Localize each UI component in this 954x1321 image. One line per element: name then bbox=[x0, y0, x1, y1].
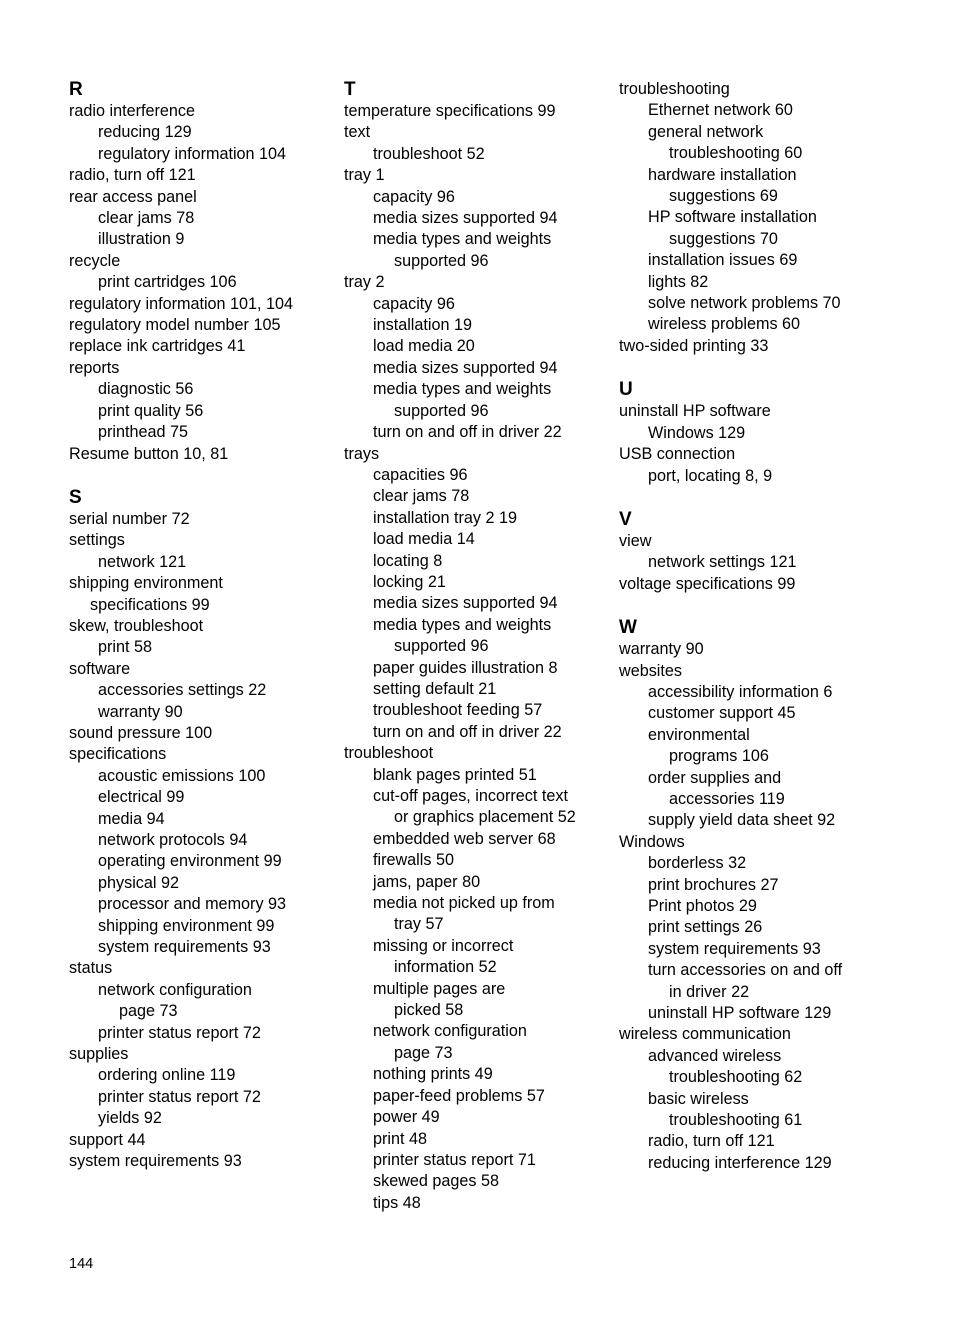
index-subentry: media types and weights bbox=[373, 230, 552, 249]
section-letter: W bbox=[619, 617, 637, 639]
index-subentry: processor and memory 93 bbox=[98, 895, 287, 914]
index-entry: troubleshoot bbox=[344, 744, 434, 763]
index-subentry: reducing 129 bbox=[98, 123, 192, 142]
index-subentry: diagnostic 56 bbox=[98, 380, 194, 399]
index-subentry: load media 14 bbox=[373, 530, 475, 549]
index-subentry: advanced wireless bbox=[648, 1046, 782, 1065]
index-subentry: regulatory information 104 bbox=[98, 144, 287, 163]
index-subentry: media types and weights bbox=[373, 615, 552, 634]
index-subentry: suggestions 70 bbox=[669, 229, 778, 248]
index-subentry: system requirements 93 bbox=[648, 939, 821, 958]
index-subentry: operating environment 99 bbox=[98, 852, 282, 871]
index-section bbox=[619, 79, 899, 357]
index-subentry: setting default 21 bbox=[373, 679, 497, 698]
index-subentry: troubleshooting 60 bbox=[669, 144, 803, 163]
index-subentry: printer status report 72 bbox=[98, 1023, 261, 1042]
index-subentry: lights 82 bbox=[648, 272, 709, 291]
section-letter: R bbox=[69, 79, 83, 100]
index-entry: USB connection bbox=[619, 445, 736, 464]
index-entry: system requirements 93 bbox=[69, 1152, 242, 1171]
index-subentry: solve network problems 70 bbox=[648, 294, 841, 313]
index-subentry: supply yield data sheet 92 bbox=[648, 811, 836, 830]
index-entry: two-sided printing 33 bbox=[619, 336, 769, 355]
index-entry: radio, turn off 121 bbox=[69, 166, 196, 185]
index-subentry: troubleshooting 61 bbox=[669, 1111, 803, 1130]
index-subentry: suggestions 69 bbox=[669, 187, 778, 206]
index-section bbox=[619, 379, 899, 487]
index-subentry: in driver 22 bbox=[669, 982, 750, 1001]
index-entry: settings bbox=[69, 531, 125, 550]
index-subentry: basic wireless bbox=[648, 1089, 749, 1108]
index-subentry: print 48 bbox=[373, 1129, 427, 1148]
index-subentry: wireless problems 60 bbox=[648, 315, 801, 334]
index-subentry: accessories 119 bbox=[669, 789, 785, 808]
index-subentry: locating 8 bbox=[373, 551, 443, 570]
index-entry: voltage specifications 99 bbox=[619, 574, 796, 593]
index-subentry: media not picked up from bbox=[373, 894, 555, 913]
index-subentry: media types and weights bbox=[373, 380, 552, 399]
index-entry: serial number 72 bbox=[69, 509, 190, 528]
index-subentry: tips 48 bbox=[373, 1193, 421, 1212]
index-subentry: reducing interference 129 bbox=[648, 1153, 832, 1172]
index-subentry: turn on and off in driver 22 bbox=[373, 722, 562, 741]
index-entry: tray 1 bbox=[344, 166, 385, 185]
index-subentry: missing or incorrect bbox=[373, 936, 514, 955]
index-subentry: network configuration bbox=[373, 1022, 527, 1041]
index-section bbox=[69, 79, 334, 465]
index-subentry: printer status report 71 bbox=[373, 1150, 536, 1169]
index-entry: view bbox=[619, 531, 652, 550]
index-entry: shipping environment bbox=[69, 574, 223, 593]
index-entry: text bbox=[344, 123, 371, 142]
section-letter: V bbox=[619, 508, 632, 530]
index-subentry: blank pages printed 51 bbox=[373, 765, 537, 784]
index-subentry: embedded web server 68 bbox=[373, 829, 556, 848]
index-subentry: accessibility information 6 bbox=[648, 682, 833, 701]
index-subentry: nothing prints 49 bbox=[373, 1065, 493, 1084]
index-subentry: multiple pages are bbox=[373, 979, 506, 998]
index-subentry: clear jams 78 bbox=[98, 209, 195, 228]
index-entry: regulatory model number 105 bbox=[69, 316, 281, 335]
index-subentry: picked 58 bbox=[394, 1001, 464, 1020]
index-subentry: warranty 90 bbox=[98, 702, 183, 721]
index-entry: skew, troubleshoot bbox=[69, 616, 204, 635]
index-entry: sound pressure 100 bbox=[69, 723, 213, 742]
index-subentry: capacities 96 bbox=[373, 465, 468, 484]
index-subentry: uninstall HP software 129 bbox=[648, 1004, 832, 1023]
index-subentry: printhead 75 bbox=[98, 423, 189, 442]
index-subentry: media 94 bbox=[98, 809, 165, 828]
index-entry: tray 2 bbox=[344, 273, 385, 292]
index-column-2 bbox=[344, 79, 609, 1236]
index-entry: Resume button 10, 81 bbox=[69, 444, 229, 463]
index-entry: supplies bbox=[69, 1045, 129, 1064]
index-subentry: customer support 45 bbox=[648, 704, 796, 723]
section-letter: T bbox=[344, 79, 356, 100]
index-subentry: troubleshoot 52 bbox=[373, 144, 485, 163]
index-column-3 bbox=[619, 79, 899, 1196]
index-subentry: troubleshooting 62 bbox=[669, 1068, 803, 1087]
index-subentry: paper-feed problems 57 bbox=[373, 1086, 545, 1105]
index-subentry: capacity 96 bbox=[373, 187, 455, 206]
index-subentry: print settings 26 bbox=[648, 918, 763, 937]
index-entry: wireless communication bbox=[619, 1025, 791, 1044]
index-entry: trays bbox=[344, 444, 380, 463]
index-subentry: HP software installation bbox=[648, 208, 817, 227]
index-subentry: skewed pages 58 bbox=[373, 1172, 499, 1191]
index-subentry: turn accessories on and off bbox=[648, 961, 843, 980]
index-subentry: programs 106 bbox=[669, 747, 769, 766]
index-entry: rear access panel bbox=[69, 187, 197, 206]
index-subentry: locking 21 bbox=[373, 572, 446, 591]
index-subentry: hardware installation bbox=[648, 165, 797, 184]
index-subentry: paper guides illustration 8 bbox=[373, 658, 558, 677]
section-letter: U bbox=[619, 379, 633, 401]
index-entry: regulatory information 101, 104 bbox=[69, 294, 294, 313]
index-subentry: port, locating 8, 9 bbox=[648, 466, 773, 485]
index-subentry: supported 96 bbox=[394, 637, 489, 656]
index-subentry: cut-off pages, incorrect text bbox=[373, 787, 568, 805]
index-subentry: network protocols 94 bbox=[98, 831, 248, 849]
index-subentry: physical 92 bbox=[98, 873, 179, 892]
index-section bbox=[69, 487, 334, 1173]
index-subentry: ordering online 119 bbox=[98, 1066, 236, 1085]
index-entry: specifications bbox=[69, 745, 167, 764]
index-entry: websites bbox=[619, 661, 682, 680]
index-subentry: print 58 bbox=[98, 638, 152, 657]
index-column-1 bbox=[69, 79, 334, 1195]
index-subentry: or graphics placement 52 bbox=[394, 808, 576, 827]
index-subentry: yields 92 bbox=[98, 1109, 162, 1128]
index-entry: status bbox=[69, 959, 113, 978]
index-subentry: print cartridges 106 bbox=[98, 273, 237, 292]
index-subentry: supported 96 bbox=[394, 401, 489, 420]
index-subentry: Print photos 29 bbox=[648, 897, 757, 915]
index-subentry: turn on and off in driver 22 bbox=[373, 423, 562, 442]
index-subentry: page 73 bbox=[394, 1043, 453, 1062]
index-subentry: order supplies and bbox=[648, 768, 782, 787]
index-subentry: media sizes supported 94 bbox=[373, 594, 558, 613]
index-subentry: environmental bbox=[648, 725, 750, 744]
index-subentry: troubleshoot feeding 57 bbox=[373, 701, 543, 720]
index-entry: recycle bbox=[69, 251, 121, 270]
index-section bbox=[344, 79, 609, 1214]
index-subentry: specifications 99 bbox=[90, 595, 210, 614]
section-letter: S bbox=[69, 486, 82, 508]
index-subentry: load media 20 bbox=[373, 337, 475, 356]
index-subentry: Windows 129 bbox=[648, 423, 746, 442]
index-subentry: Ethernet network 60 bbox=[648, 101, 793, 120]
index-subentry: system requirements 93 bbox=[98, 938, 271, 957]
index-subentry: power 49 bbox=[373, 1108, 440, 1127]
index-subentry: firewalls 50 bbox=[373, 851, 454, 870]
index-entry: radio interference bbox=[69, 102, 195, 120]
index-subentry: borderless 32 bbox=[648, 854, 747, 873]
index-subentry: media sizes supported 94 bbox=[373, 209, 558, 228]
index-subentry: print brochures 27 bbox=[648, 875, 779, 894]
index-entry: replace ink cartridges 41 bbox=[69, 337, 246, 356]
index-subentry: radio, turn off 121 bbox=[648, 1132, 775, 1151]
index-subentry: printer status report 72 bbox=[98, 1087, 261, 1106]
index-subentry: network 121 bbox=[98, 552, 187, 571]
index-subentry: supported 96 bbox=[394, 251, 489, 270]
index-subentry: installation issues 69 bbox=[648, 251, 798, 270]
index-subentry: print quality 56 bbox=[98, 401, 204, 420]
index-subentry: network configuration bbox=[98, 980, 252, 999]
index-entry: troubleshooting bbox=[619, 80, 730, 98]
index-subentry: jams, paper 80 bbox=[373, 872, 481, 891]
index-subentry: clear jams 78 bbox=[373, 487, 470, 506]
index-subentry: acoustic emissions 100 bbox=[98, 766, 266, 785]
page-number: 144 bbox=[69, 1256, 94, 1272]
index-subentry: information 52 bbox=[394, 958, 497, 977]
index-subentry: general network bbox=[648, 122, 764, 141]
index-entry: software bbox=[69, 659, 131, 678]
index-entry: Windows bbox=[619, 832, 685, 851]
index-subentry: page 73 bbox=[119, 1002, 178, 1021]
index-entry: support 44 bbox=[69, 1130, 146, 1149]
index-subentry: media sizes supported 94 bbox=[373, 358, 558, 377]
index-subentry: accessories settings 22 bbox=[98, 681, 267, 700]
index-subentry: tray 57 bbox=[394, 915, 444, 934]
index-subentry: electrical 99 bbox=[98, 788, 185, 807]
index-entry: warranty 90 bbox=[619, 640, 704, 659]
index-entry: temperature specifications 99 bbox=[344, 102, 556, 120]
index-entry: reports bbox=[69, 358, 120, 377]
index-subentry: illustration 9 bbox=[98, 230, 185, 249]
index-subentry: network settings 121 bbox=[648, 553, 797, 572]
index-subentry: installation 19 bbox=[373, 316, 472, 335]
index-subentry: capacity 96 bbox=[373, 294, 455, 313]
index-subentry: shipping environment 99 bbox=[98, 916, 275, 935]
index-section bbox=[619, 617, 899, 1174]
index-subentry: installation tray 2 19 bbox=[373, 508, 517, 527]
index-section bbox=[619, 509, 899, 595]
index-entry: uninstall HP software bbox=[619, 402, 771, 421]
